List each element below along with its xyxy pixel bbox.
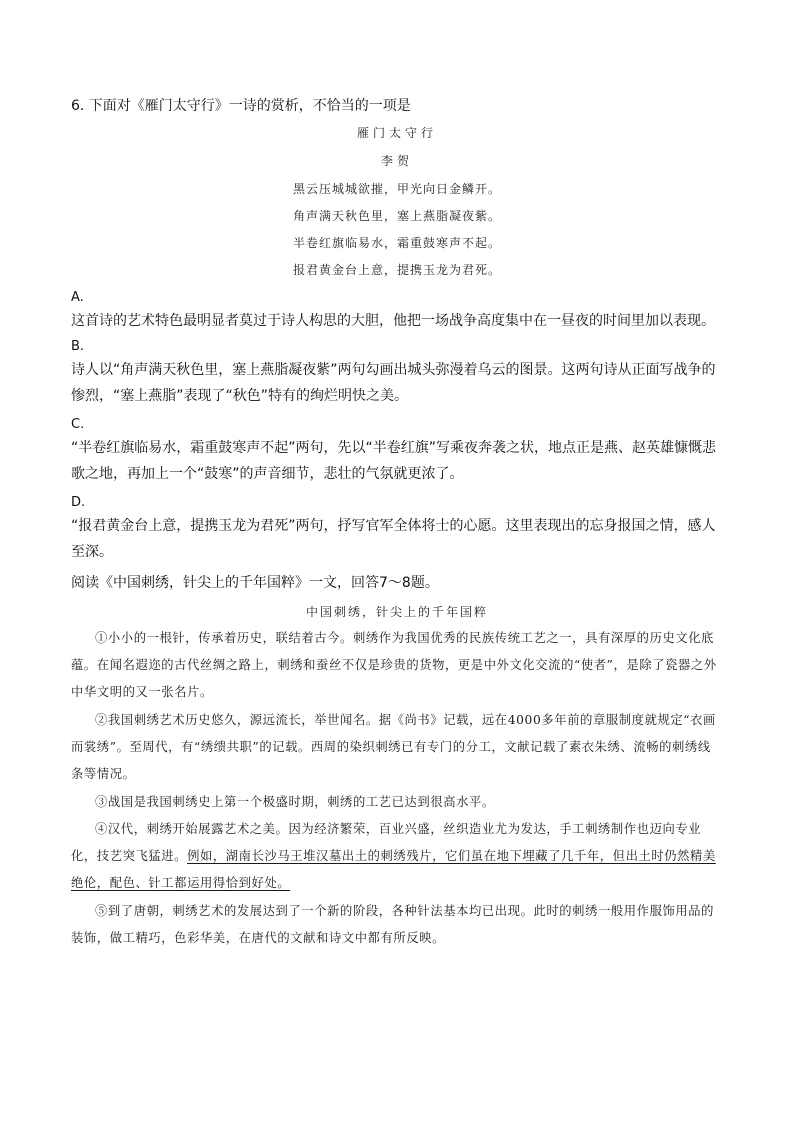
option-d-text: “报君黄金台上意，提携玉龙为君死”两句，抒写官军全体将士的心愿。这里表现出的忘身报国之情，感人至深。 — [71, 518, 716, 560]
poem-title: 雁门太守行 — [356, 126, 437, 140]
poem-author: 李贺 — [380, 154, 413, 168]
article-paragraph-4 — [71, 816, 723, 897]
article-paragraph-2: ②我国刺绣艺术历史悠久，源远流长，举世闻名。据《尚书》记载，远在4000多年前的章服制度就规定“衣画而裳绣”。至周代，有“绣缋共职”的记载。西周的染织刺绣已有专门的分工，文献记载了素衣朱绣、流畅的刺绣线条等情况。 — [71, 713, 716, 781]
article-paragraph-3: ③战国是我国刺绣史上第一个极盛时期，刺绣的工艺已达到很高水平。 — [95, 795, 495, 809]
option-b-text: 诗人以“角声满天秋色里，塞上燕脂凝夜紫”两句勾画出城头弥漫着乌云的图景。这两句诗从正面写战争的惨烈，“塞上燕脂”表现了“秋色”特有的绚烂明快之美。 — [71, 362, 716, 404]
option-b-letter: B. — [71, 339, 85, 354]
question-stem: 6. 下面对《雁门太守行》一诗的赏析，不恰当的一项是 — [71, 98, 411, 114]
option-a-letter: A. — [71, 290, 84, 305]
paragraph-4-text: ④汉代，刺绣开始展露艺术之美。因为经济繁荣，百业兴盛，丝织造业尤为发达，手工刺绣制作也迈向专业化，技艺突飞猛进。 — [71, 822, 702, 863]
poem-line: 黑云压城城欲摧，甲光向日金鳞开。 — [292, 182, 501, 196]
article-paragraph-5: ⑤到了唐朝，刺绣艺术的发展达到了一个新的阶段，各种针法基本均已出现。此时的刺绣一般用作服饰用品的装饰，做工精巧，色彩华美，在唐代的文献和诗文中都有所反映。 — [71, 904, 715, 945]
article-title: 中国刺绣，针尖上的千年国粹 — [305, 605, 488, 619]
reading-instruction: 阅读《中国刺绣，针尖上的千年国粹》一文，回答7～8题。 — [71, 575, 439, 591]
article-paragraph-1: ①小小的一根针，传承着历史，联结着古今。刺绣作为我国优秀的民族传统工艺之一，具有深厚的历史文化底蕴。在闻名遐迩的古代丝绸之路上，刺绣和蚕丝不仅是珍贵的货物，更是中外文化交流的“使者”，是除了瓷器之外中华文明的又一张名片。 — [71, 631, 717, 699]
option-a-text: 这首诗的艺术特色最明显者莫过于诗人构思的大胆，他把一场战争高度集中在一昼夜的时间里加以表现。 — [71, 313, 715, 329]
poem-line: 半卷红旗临易水，霜重鼓寒声不起。 — [292, 236, 501, 250]
poem-line: 角声满天秋色里，塞上燕脂凝夜紫。 — [292, 209, 501, 223]
poem-line: 报君黄金台上意，提携玉龙为君死。 — [292, 263, 501, 277]
underlined-sentence: 例如，湖南长沙马王堆汉墓出土的刺绣残片，它们虽在地下埋藏了几千年，但出土时仍然精美绝伦，配色、针工都运用得恰到好处。 — [71, 849, 716, 890]
option-c-text: “半卷红旗临易水，霜重鼓寒声不起”两句，先以“半卷红旗”写乘夜奔袭之状，地点正是燕、赵英雄慷慨悲歌之地，再加上一个“鼓寒”的声音细节，悲壮的气氛就更浓了。 — [71, 440, 717, 482]
option-c-letter: C. — [71, 417, 85, 432]
option-d-letter: D. — [71, 495, 86, 510]
